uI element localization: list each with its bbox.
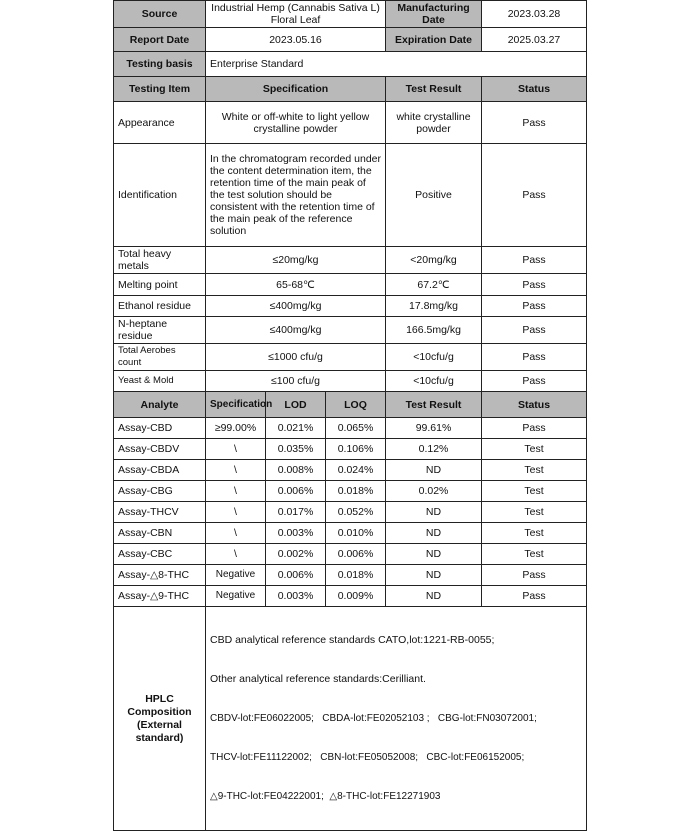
- assay-analyte: Assay-CBN: [114, 523, 206, 544]
- assay-spec: Negative: [206, 586, 266, 607]
- col-loq: LOQ: [326, 392, 386, 418]
- test-result: 166.5mg/kg: [386, 317, 482, 344]
- test-item: N-heptane residue: [114, 317, 206, 344]
- assay-analyte: Assay-CBDV: [114, 439, 206, 460]
- test-status: Pass: [482, 296, 587, 317]
- test-result: <10cfu/g: [386, 371, 482, 392]
- test-item: Total heavy metals: [114, 247, 206, 274]
- test-specification: ≤100 cfu/g: [206, 371, 386, 392]
- assay-loq: 0.065%: [326, 418, 386, 439]
- assay-loq: 0.052%: [326, 502, 386, 523]
- report-date-row: [114, 28, 587, 52]
- assay-status: Test: [482, 439, 587, 460]
- assay-result: ND: [386, 544, 482, 565]
- hplc-line: CBD analytical reference standards CATO,lot:1221-RB-0055;: [210, 634, 495, 646]
- report-info-table: [113, 0, 587, 77]
- assay-result: ND: [386, 460, 482, 481]
- assay-spec: Negative: [206, 565, 266, 586]
- expiration-date-label: Expiration Date: [386, 28, 482, 52]
- assay-result: 0.12%: [386, 439, 482, 460]
- coa-document: [113, 0, 586, 802]
- assay-spec: \: [206, 523, 266, 544]
- assay-status: Pass: [482, 418, 587, 439]
- col-test-result: Test Result: [386, 77, 482, 102]
- assay-spec: \: [206, 481, 266, 502]
- assay-status: Pass: [482, 586, 587, 607]
- hplc-table: [113, 606, 587, 831]
- test-item: Appearance: [114, 102, 206, 144]
- test-specification: In the chromatogram recorded under the content determination item, the retention time of the main peak of the test solution should be consistent with the retention time of the main peak of the reference solution: [206, 144, 386, 247]
- test-item: Identification: [114, 144, 206, 247]
- assay-lod: 0.006%: [266, 565, 326, 586]
- assay-loq: 0.018%: [326, 481, 386, 502]
- col-assay-status: Status: [482, 392, 587, 418]
- col-specification: Specification: [206, 77, 386, 102]
- assay-lod: 0.003%: [266, 523, 326, 544]
- test-result: <10cfu/g: [386, 344, 482, 371]
- assay-lod: 0.006%: [266, 481, 326, 502]
- table-row: [114, 296, 587, 317]
- assay-analyte: Assay-CBG: [114, 481, 206, 502]
- assay-spec: \: [206, 544, 266, 565]
- source-row: [114, 1, 587, 28]
- testing-basis-row: [114, 52, 587, 77]
- table-row: [114, 523, 587, 544]
- assay-header-row: [114, 392, 587, 418]
- table-row: [114, 344, 587, 371]
- assay-status: Test: [482, 502, 587, 523]
- tests-header-row: [114, 77, 587, 102]
- hplc-line: △9-THC-lot:FE04222001; △8-THC-lot:FE12271903: [210, 791, 441, 802]
- assay-spec: \: [206, 439, 266, 460]
- test-specification: ≤20mg/kg: [206, 247, 386, 274]
- assay-status: Test: [482, 523, 587, 544]
- assay-spec: ≥99.00%: [206, 418, 266, 439]
- testing-basis-value: Enterprise Standard: [206, 52, 587, 77]
- source-label: Source: [114, 1, 206, 28]
- test-status: Pass: [482, 144, 587, 247]
- assay-result: ND: [386, 523, 482, 544]
- table-row: [114, 481, 587, 502]
- test-status: Pass: [482, 102, 587, 144]
- test-specification: ≤400mg/kg: [206, 317, 386, 344]
- expiration-date-value: 2025.03.27: [482, 28, 587, 52]
- hplc-label-line: (External: [137, 718, 182, 731]
- assay-lod: 0.035%: [266, 439, 326, 460]
- hplc-label-line: standard): [135, 731, 184, 744]
- table-row: [114, 439, 587, 460]
- assay-loq: 0.024%: [326, 460, 386, 481]
- test-status: Pass: [482, 317, 587, 344]
- test-item: Ethanol residue: [114, 296, 206, 317]
- table-row: [114, 102, 587, 144]
- assay-lod: 0.017%: [266, 502, 326, 523]
- col-assay-specification: Specification: [206, 392, 266, 418]
- test-result: <20mg/kg: [386, 247, 482, 274]
- tests-table: [113, 76, 587, 392]
- assay-result: ND: [386, 565, 482, 586]
- test-status: Pass: [482, 247, 587, 274]
- table-row: [114, 460, 587, 481]
- assay-result: 99.61%: [386, 418, 482, 439]
- table-row: [114, 247, 587, 274]
- test-status: Pass: [482, 274, 587, 296]
- assay-loq: 0.106%: [326, 439, 386, 460]
- table-row: [114, 274, 587, 296]
- assay-analyte: Assay-△9-THC: [114, 586, 206, 607]
- table-row: [114, 317, 587, 344]
- hplc-row: [114, 607, 587, 831]
- test-item: Yeast & Mold: [114, 371, 206, 392]
- table-row: [114, 502, 587, 523]
- table-row: [114, 586, 587, 607]
- assay-result: ND: [386, 502, 482, 523]
- source-value: Industrial Hemp (Cannabis Sativa L) Floral Leaf: [206, 1, 386, 28]
- table-row: [114, 144, 587, 247]
- report-date-label: Report Date: [114, 28, 206, 52]
- hplc-label-line: HPLC: [145, 692, 174, 705]
- assay-status: Pass: [482, 565, 587, 586]
- table-row: [114, 565, 587, 586]
- assay-analyte: Assay-CBC: [114, 544, 206, 565]
- col-analyte: Analyte: [114, 392, 206, 418]
- assay-spec: \: [206, 460, 266, 481]
- hplc-label-line: Composition: [127, 705, 192, 718]
- col-lod: LOD: [266, 392, 326, 418]
- manufacturing-date-label: Manufacturing Date: [386, 1, 482, 28]
- assay-loq: 0.009%: [326, 586, 386, 607]
- hplc-details: [206, 607, 587, 831]
- assay-spec: \: [206, 502, 266, 523]
- assay-result: 0.02%: [386, 481, 482, 502]
- testing-basis-label: Testing basis: [114, 52, 206, 77]
- test-specification: White or off-white to light yellow crystalline powder: [206, 102, 386, 144]
- assay-loq: 0.006%: [326, 544, 386, 565]
- test-result: 67.2℃: [386, 274, 482, 296]
- hplc-line: CBDV-lot:FE06022005; CBDA-lot:FE02052103 ; CBG-lot:FN03072001;: [210, 713, 537, 724]
- assay-lod: 0.021%: [266, 418, 326, 439]
- assay-loq: 0.018%: [326, 565, 386, 586]
- table-row: [114, 371, 587, 392]
- test-specification: ≤400mg/kg: [206, 296, 386, 317]
- col-testing-item: Testing Item: [114, 77, 206, 102]
- table-row: [114, 544, 587, 565]
- test-status: Pass: [482, 371, 587, 392]
- test-result: Positive: [386, 144, 482, 247]
- assay-table: [113, 391, 587, 607]
- test-specification: 65-68℃: [206, 274, 386, 296]
- assay-analyte: Assay-△8-THC: [114, 565, 206, 586]
- assay-result: ND: [386, 586, 482, 607]
- hplc-label: [114, 607, 206, 831]
- test-item: Melting point: [114, 274, 206, 296]
- report-date-value: 2023.05.16: [206, 28, 386, 52]
- assay-analyte: Assay-CBD: [114, 418, 206, 439]
- assay-loq: 0.010%: [326, 523, 386, 544]
- hplc-line: Other analytical reference standards:Cerilliant.: [210, 673, 426, 685]
- col-status: Status: [482, 77, 587, 102]
- assay-lod: 0.003%: [266, 586, 326, 607]
- test-status: Pass: [482, 344, 587, 371]
- col-assay-result: Test Result: [386, 392, 482, 418]
- test-specification: ≤1000 cfu/g: [206, 344, 386, 371]
- test-result: 17.8mg/kg: [386, 296, 482, 317]
- assay-status: Test: [482, 481, 587, 502]
- assay-status: Test: [482, 460, 587, 481]
- table-row: [114, 418, 587, 439]
- manufacturing-date-value: 2023.03.28: [482, 1, 587, 28]
- assay-status: Test: [482, 544, 587, 565]
- assay-lod: 0.008%: [266, 460, 326, 481]
- test-item: Total Aerobes count: [114, 344, 206, 371]
- hplc-line: THCV-lot:FE11122002; CBN-lot:FE05052008; CBC-lot:FE06152005;: [210, 752, 525, 763]
- assay-analyte: Assay-CBDA: [114, 460, 206, 481]
- assay-analyte: Assay-THCV: [114, 502, 206, 523]
- assay-lod: 0.002%: [266, 544, 326, 565]
- test-result: white crystalline powder: [386, 102, 482, 144]
